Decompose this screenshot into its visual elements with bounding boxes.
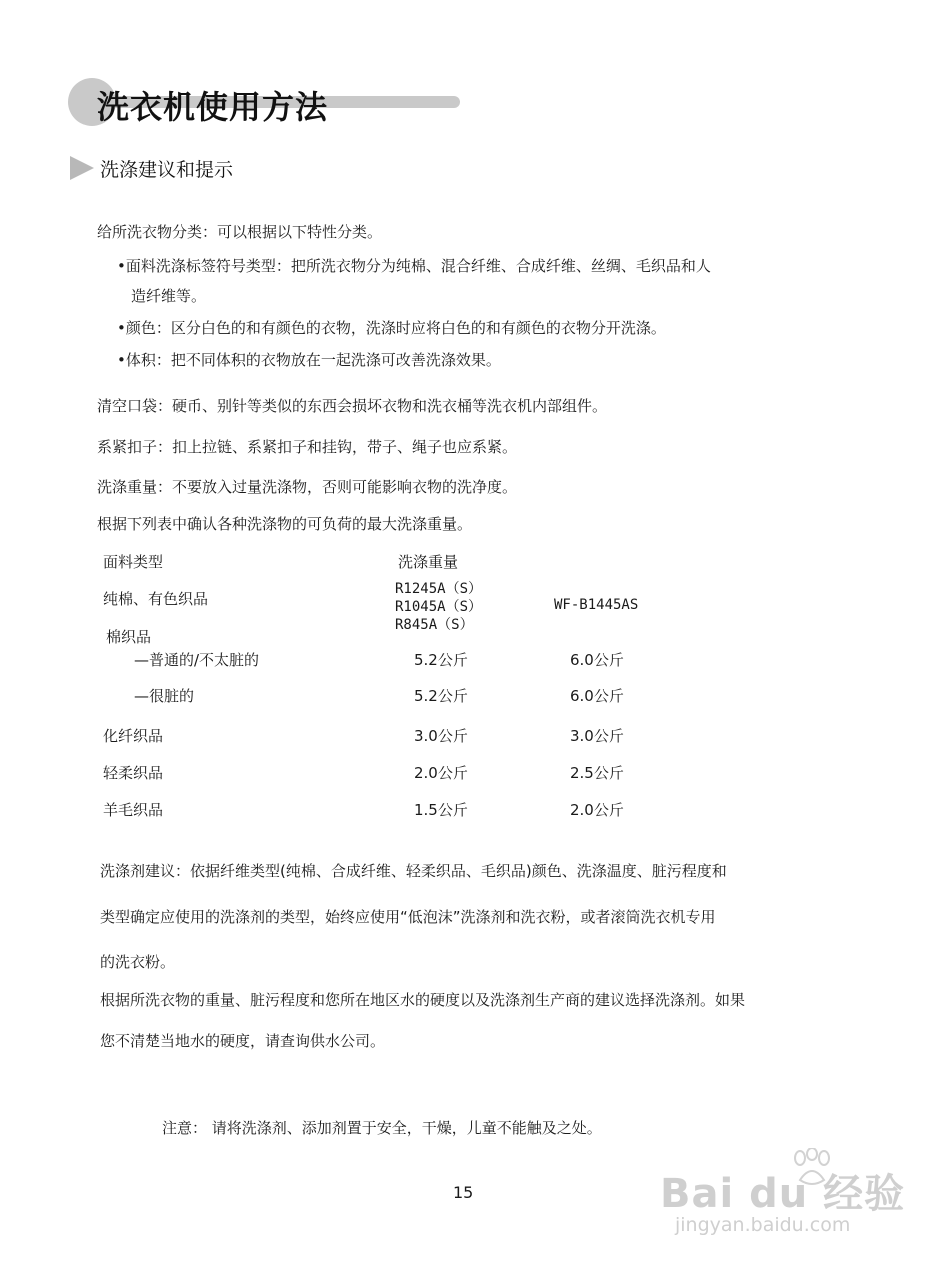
table-row-cotton: 棉织品 bbox=[106, 628, 152, 646]
safety-note: 注意： 请将洗涤剂、添加剂置于安全，干燥，儿童不能触及之处。 bbox=[162, 1119, 602, 1137]
table-cell-b: 3.0公斤 bbox=[570, 727, 624, 745]
bullet-color: •颜色：区分白色的和有颜色的衣物，洗涤时应将白色的和有颜色的衣物分开洗涤。 bbox=[117, 319, 666, 337]
table-cell-a: 1.5公斤 bbox=[414, 801, 468, 819]
pockets-text: 清空口袋：硬币、别针等类似的东西会损坏衣物和洗衣桶等洗衣机内部组件。 bbox=[97, 397, 608, 415]
table-header-fabric: 面料类型 bbox=[103, 553, 164, 571]
table-row-label: 羊毛织品 bbox=[103, 801, 164, 819]
bullet-fabric-line2: 造纤维等。 bbox=[131, 287, 207, 305]
table-cell-a: 2.0公斤 bbox=[414, 764, 468, 782]
table-header-weight: 洗涤重量 bbox=[398, 553, 459, 571]
table-cell-a: 3.0公斤 bbox=[414, 727, 468, 745]
detergent-line4: 根据所洗衣物的重量、脏污程度和您所在地区水的硬度以及洗涤剂生产商的建议选择洗涤剂。如果 bbox=[100, 991, 746, 1009]
classify-intro: 给所洗衣物分类：可以根据以下特性分类。 bbox=[97, 223, 383, 241]
table-cell-b: 6.0公斤 bbox=[570, 687, 624, 705]
fasten-text: 系紧扣子：扣上拉链、系紧扣子和挂钩，带子、绳子也应系紧。 bbox=[97, 438, 518, 456]
table-row-cotton-colored: 纯棉、有色织品 bbox=[103, 590, 209, 608]
table-cell-a: 5.2公斤 bbox=[414, 651, 468, 669]
table-cell-a: 5.2公斤 bbox=[414, 687, 468, 705]
model-a-2: R1045A（S） bbox=[395, 599, 483, 615]
table-row-label: 轻柔织品 bbox=[103, 764, 164, 782]
watermark-brand: Bai du 经验 bbox=[660, 1171, 906, 1217]
table-cell-b: 6.0公斤 bbox=[570, 651, 624, 669]
watermark-url: jingyan.baidu.com bbox=[675, 1214, 851, 1236]
model-b: WF-B1445AS bbox=[554, 597, 639, 613]
detergent-line3: 的洗衣粉。 bbox=[100, 953, 176, 971]
section-title: 洗涤建议和提示 bbox=[100, 159, 234, 181]
page-title: 洗衣机使用方法 bbox=[97, 88, 329, 126]
model-a-1: R1245A（S） bbox=[395, 581, 483, 597]
section-arrow-icon bbox=[70, 156, 94, 180]
detergent-line5: 您不清楚当地水的硬度，请查询供水公司。 bbox=[100, 1032, 386, 1050]
table-row-label: —很脏的 bbox=[134, 687, 195, 705]
weight-text-line2: 根据下列表中确认各种洗涤物的可负荷的最大洗涤重量。 bbox=[97, 515, 473, 533]
table-row-label: 化纤织品 bbox=[103, 727, 164, 745]
table-cell-b: 2.0公斤 bbox=[570, 801, 624, 819]
page-number: 15 bbox=[453, 1183, 474, 1202]
bullet-fabric-line1: •面料洗涤标签符号类型：把所洗衣物分为纯棉、混合纤维、合成纤维、丝绸、毛织品和人 bbox=[117, 257, 711, 275]
model-a-3: R845A（S） bbox=[395, 617, 474, 633]
table-cell-b: 2.5公斤 bbox=[570, 764, 624, 782]
detergent-line1: 洗涤剂建议：依据纤维类型(纯棉、合成纤维、轻柔织品、毛织品)颜色、洗涤温度、脏污程度和 bbox=[100, 862, 727, 880]
bullet-volume: •体积：把不同体积的衣物放在一起洗涤可改善洗涤效果。 bbox=[117, 351, 501, 369]
table-row-label: —普通的/不太脏的 bbox=[134, 651, 260, 669]
detergent-line2: 类型确定应使用的洗涤剂的类型，始终应使用“低泡沫”洗涤剂和洗衣粉，或者滚筒洗衣机专用 bbox=[100, 908, 716, 926]
weight-text-line1: 洗涤重量：不要放入过量洗涤物，否则可能影响衣物的洗净度。 bbox=[97, 478, 518, 496]
